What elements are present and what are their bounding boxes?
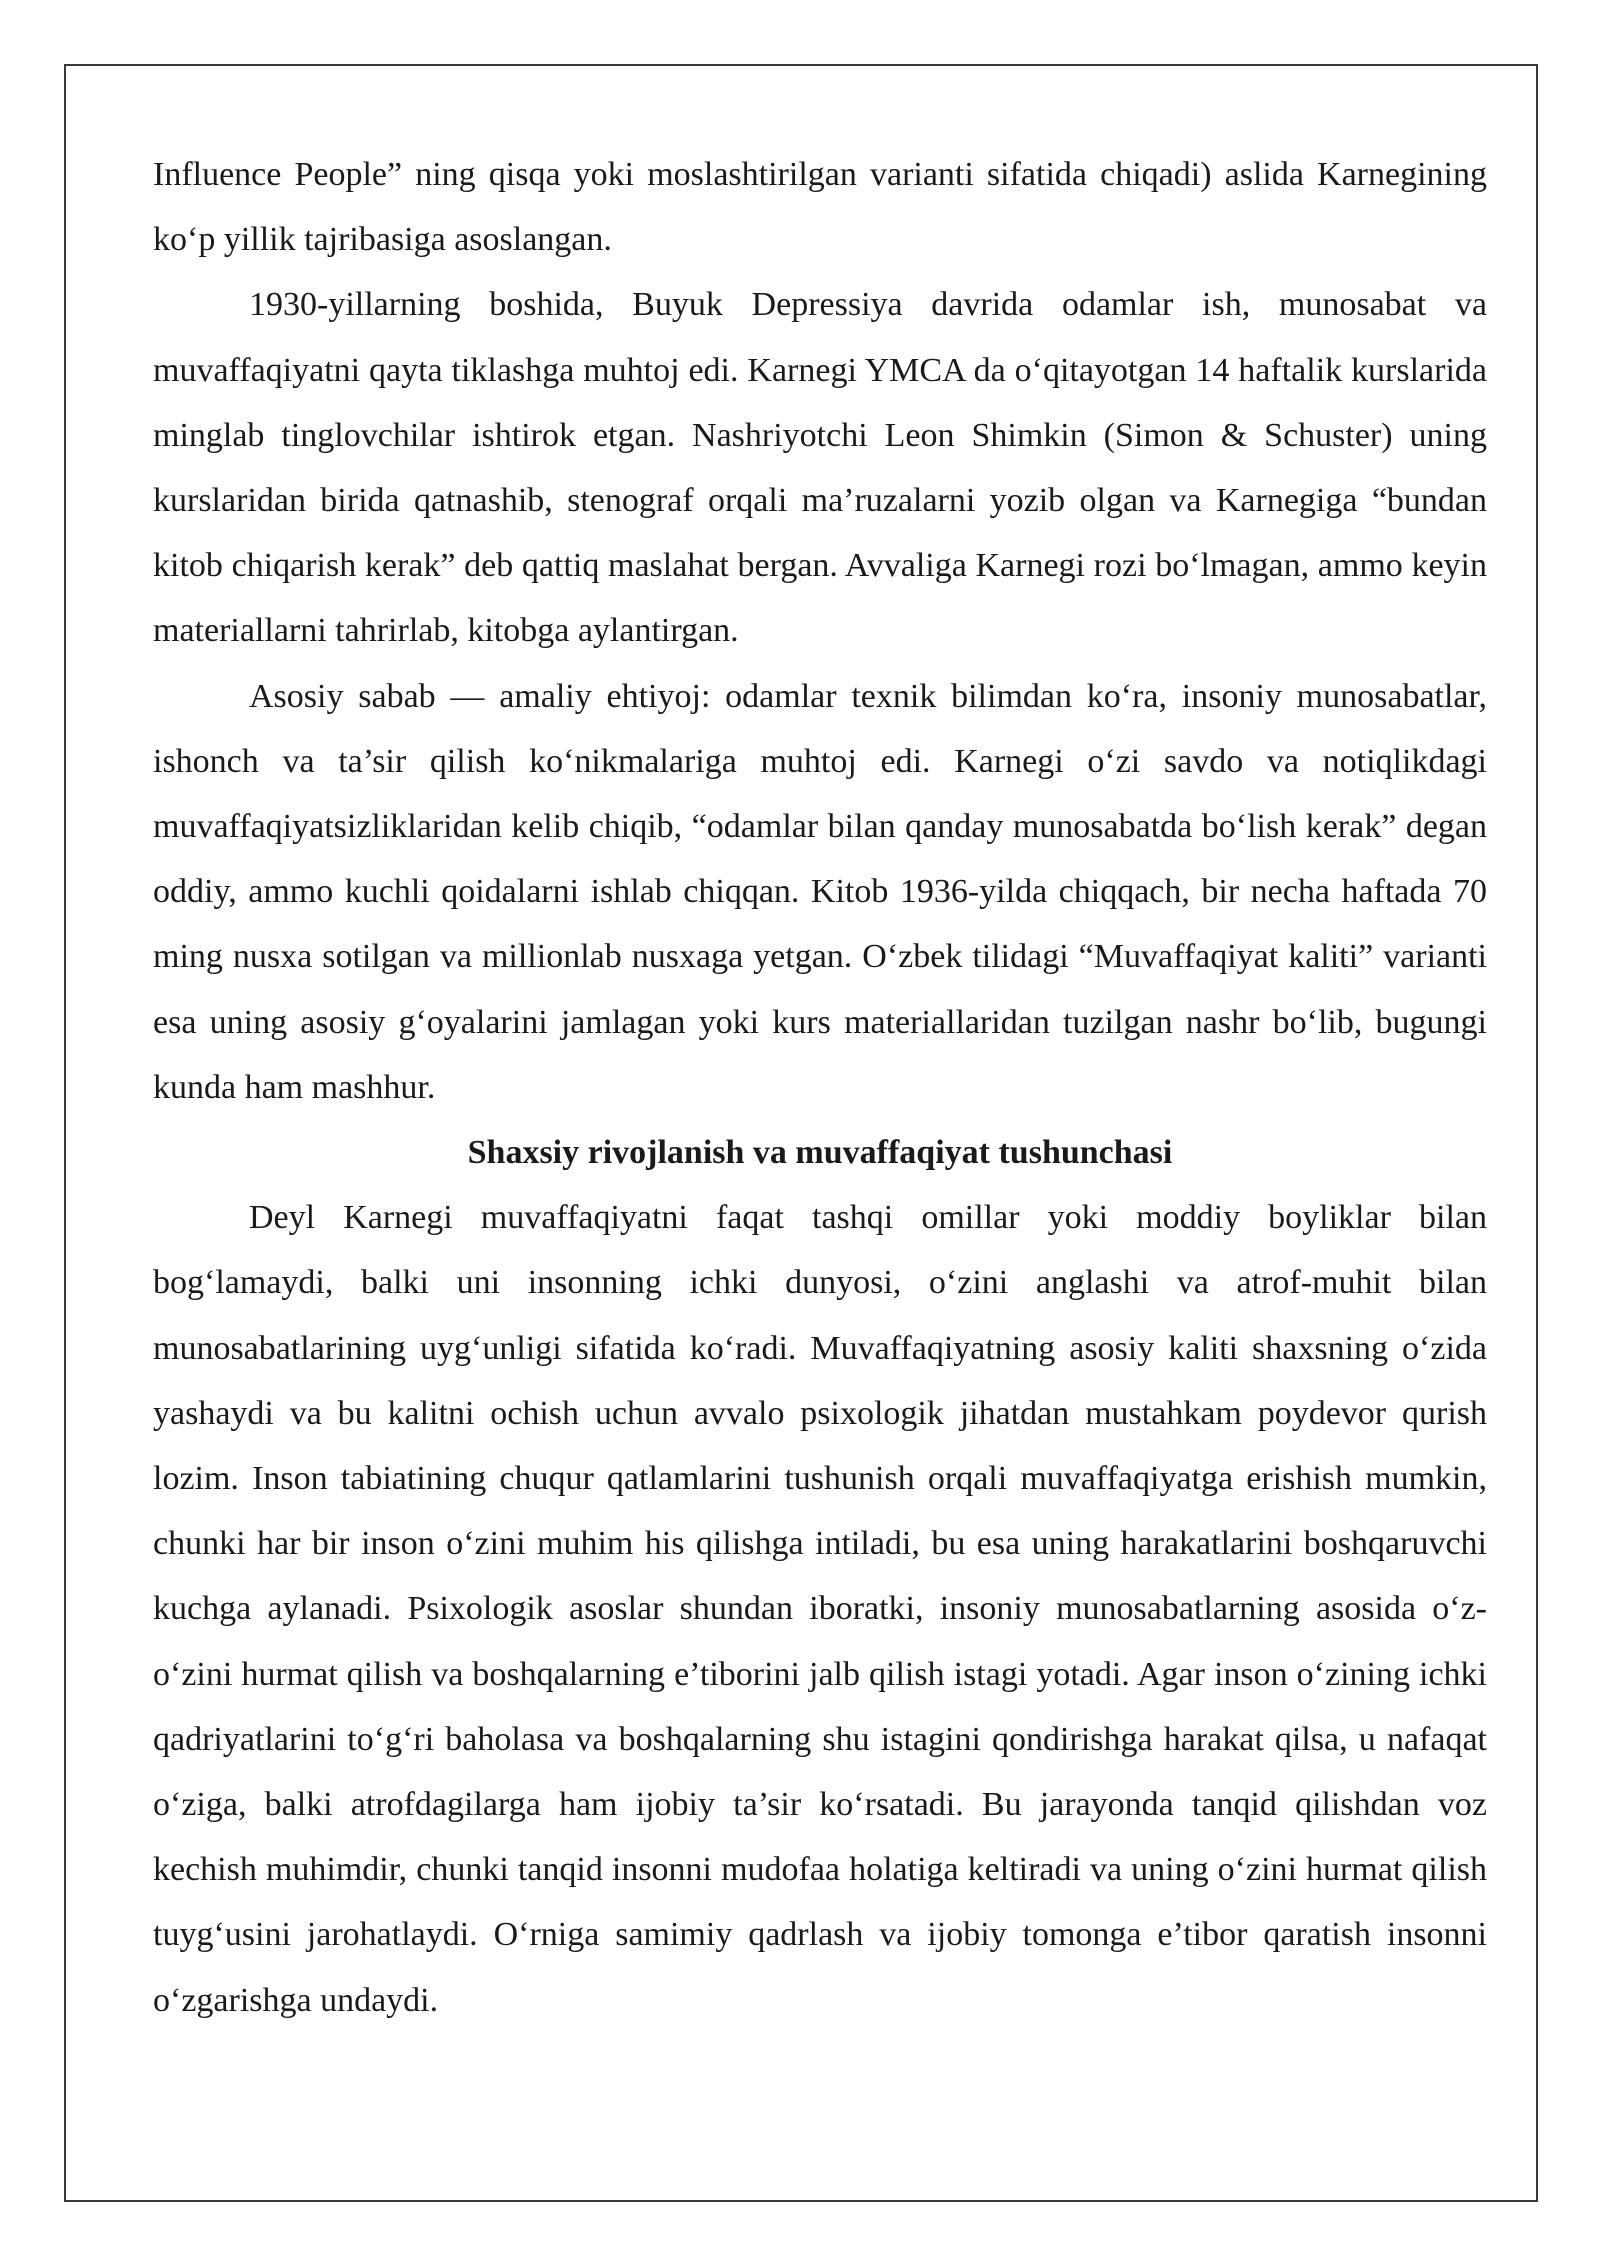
paragraph-continuation: Influence People” ning qisqa yoki moslashtirilgan varianti sifatida chiqadi) aslida Karnegining ko‘p yillik tajribasiga asoslangan. — [153, 156, 1487, 259]
section-heading: Shaxsiy rivojlanish va muvaffaqiyat tushunchasi — [467, 1134, 1173, 1172]
paragraph-personal-development: Deyl Karnegi muvaffaqiyatni faqat tashqi omillar yoki moddiy boyliklar bilan bog‘lamaydi, balki uni insonning ichki dunyosi, o‘zini anglashi va atrof-muhit bilan munosabatlarining uyg‘unligi sifatida ko‘radi. Muvaffaqiyatning asosiy kaliti shaxsning o‘zida yashaydi va bu kalitni ochish uchun avvalo psixologik jihatdan mustahkam poydevor qurish lozim. Inson tabiatining chuqur qatlamlarini tushunish orqali muvaffaqiyatga erishish mumkin, chunki har bir inson o‘zini muhim his qilishga intiladi, bu esa uning harakatlarini boshqaruvchi kuchga aylanadi. Psixologik asoslar shundan iboratki, insoniy munosabatlarning asosida o‘z-o‘zini hurmat qilish va boshqalarning e’tiborini jalb qilish istagi yotadi. Agar inson o‘zining ichki qadriyatlarini to‘g‘ri baholasa va boshqalarning shu istagini qondirishga harakat qilsa, u nafaqat o‘ziga, balki atrofdagilarga ham ijobiy ta’sir ko‘rsatadi. Bu jarayonda tanqid qilishdan voz kechish muhimdir, chunki tanqid insonni mudofaa holatiga keltiradi va uning o‘zini hurmat qilish tuyg‘usini jarohatlaydi. O‘rniga samimiy qadrlash va ijobiy tomonga e’tibor qaratish insonni o‘zgarishga undaydi. — [153, 1199, 1487, 2019]
document-body — [153, 142, 1487, 2033]
paragraph-history: 1930-yillarning boshida, Buyuk Depressiya davrida odamlar ish, munosabat va muvaffaqiyatni qayta tiklashga muhtoj edi. Karnegi YMCA da o‘qitayotgan 14 haftalik kurslarida minglab tinglovchilar ishtirok etgan. Nashriyotchi Leon Shimkin (Simon & Schuster) uning kurslaridan birida qatnashib, stenograf orqali ma’ruzalarni yozib olgan va Karnegiga “bundan kitob chiqarish kerak” deb qattiq maslahat bergan. Avvaliga Karnegi rozi bo‘lmagan, ammo keyin materiallarni tahrirlab, kitobga aylantirgan. — [153, 286, 1487, 650]
paragraph-main-reason: Asosiy sabab — amaliy ehtiyoj: odamlar texnik bilimdan ko‘ra, insoniy munosabatlar, ishonch va ta’sir qilish ko‘nikmalariga muhtoj edi. Karnegi o‘zi savdo va notiqlikdagi muvaffaqiyatsizliklaridan kelib chiqib, “odamlar bilan qanday munosabatda bo‘lish kerak” degan oddiy, ammo kuchli qoidalarni ishlab chiqqan. Kitob 1936-yilda chiqqach, bir necha haftada 70 ming nusxa sotilgan va millionlab nusxaga yetgan. O‘zbek tilidagi “Muvaffaqiyat kaliti” varianti esa uning asosiy g‘oyalarini jamlagan yoki kurs materiallaridan tuzilgan nashr bo‘lib, bugungi kunda ham mashhur. — [153, 677, 1487, 1106]
